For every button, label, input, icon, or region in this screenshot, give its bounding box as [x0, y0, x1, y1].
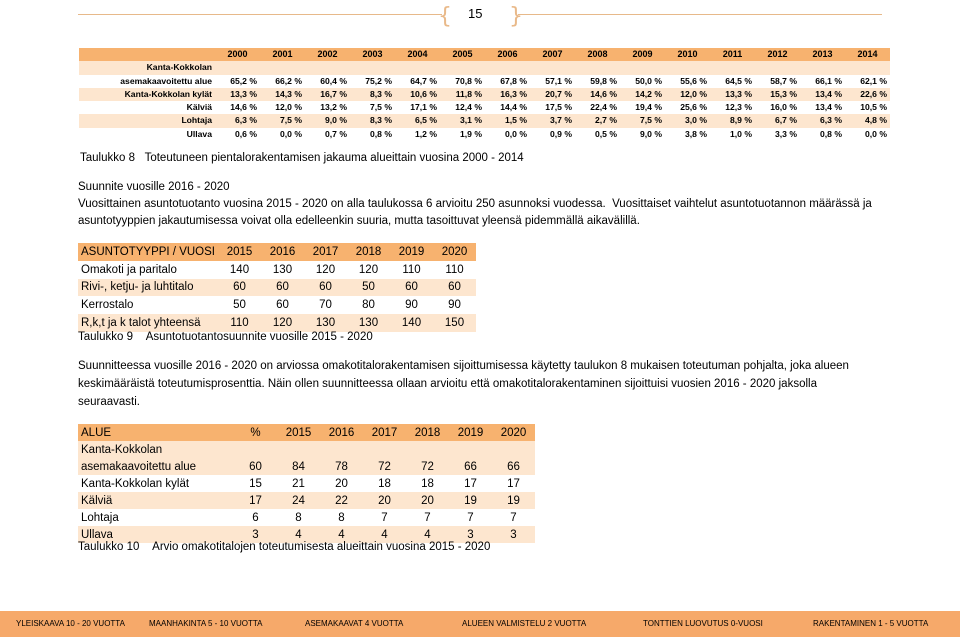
table-cell: 7,5 % [370, 102, 392, 113]
table-cell [665, 61, 710, 74]
table-row [78, 261, 476, 279]
table-8-header [79, 48, 890, 61]
table-cell: 1,5 % [485, 114, 530, 127]
table-cell: 55,6 % [680, 75, 707, 86]
table-8-col-header: 2000 [215, 48, 260, 61]
table-8-col-header: 2002 [305, 48, 350, 61]
table-cell: 17 [507, 477, 520, 490]
table-cell: 16,0 % [770, 102, 797, 113]
table-cell: 75,2 % [365, 75, 392, 86]
table-cell: 11,8 % [440, 88, 485, 101]
table-cell: 7 [424, 511, 431, 524]
table-cell: 7 [510, 511, 517, 524]
table-cell: 130 [304, 314, 347, 332]
row-label: R,k,t ja k talot yhteensä [78, 314, 218, 332]
table-cell: 3,7 % [530, 114, 575, 127]
table-cell: 64,7 % [410, 75, 437, 86]
table-cell: 59,8 % [590, 75, 617, 86]
table-cell: 3 [492, 526, 535, 543]
table-cell: 78 [320, 458, 363, 475]
table-cell [575, 61, 620, 74]
table-cell: 0,8 % [820, 128, 842, 139]
table-cell: 17 [464, 477, 477, 490]
table-cell: 14,3 % [260, 88, 305, 101]
table-row [79, 88, 890, 101]
table-cell: 22,4 % [590, 102, 617, 113]
table-cell: 7 [467, 511, 474, 524]
paragraph-2-line-3: seuraavasti. [78, 396, 141, 408]
table-cell: 8 [338, 511, 345, 524]
table-cell: 110 [445, 263, 464, 276]
table-9-col-header: ASUNTOTYYPPI / VUOSI [78, 243, 218, 261]
table-row [78, 475, 535, 492]
table-10-col-header: 2020 [492, 424, 535, 441]
table-row [79, 114, 890, 127]
table-row [78, 279, 476, 297]
table-cell: 120 [358, 263, 379, 276]
table-cell: 6 [252, 511, 259, 524]
row-label: Rivi-, ketju- ja luhtitalo [78, 279, 218, 297]
table-cell: 66 [492, 458, 535, 475]
row-label: Kanta-Kokkolan [79, 61, 215, 74]
footer-item-rakentaminen: RAKENTAMINEN 1 - 5 VUOTTA [813, 619, 929, 628]
table-row [78, 492, 535, 509]
table-cell: 70,8 % [455, 75, 482, 86]
section-line-2: asuntotyyppien jakautumisessa voivat olla edelleenkin suuria, mutta tasoittuvat yleensä pidemmällä aikavälillä. [78, 215, 640, 227]
table-cell: 16,3 % [485, 88, 530, 101]
table-cell: 9,0 % [305, 114, 350, 127]
table-cell: 60 [234, 458, 277, 475]
table-9-caption-label: Taulukko 9 [78, 331, 133, 343]
table-cell: 110 [218, 314, 261, 332]
table-8-col-header: 2001 [260, 48, 305, 61]
table-cell: 60 [390, 279, 433, 297]
table-10-col-header: 2018 [406, 424, 449, 441]
table-cell [755, 61, 800, 74]
table-cell: 66 [449, 458, 492, 475]
table-cell: 4,8 % [845, 114, 890, 127]
table-cell: 130 [347, 314, 390, 332]
table-cell: 60 [304, 279, 347, 297]
table-cell: 16,7 % [305, 88, 350, 101]
table-cell: 3,0 % [665, 114, 710, 127]
table-cell: 1,2 % [415, 128, 437, 139]
section-line-1b: Vuosittaiset vaihtelut asuntotuotannon määrässä ja [612, 198, 872, 210]
table-cell [406, 441, 449, 458]
table-cell: 50 [347, 279, 390, 297]
footer-item-luovutus: TONTTIEN LUOVUTUS 0-VUOSI [643, 619, 763, 628]
table-cell: 19,4 % [635, 102, 662, 113]
table-10 [78, 424, 535, 543]
table-cell: 24 [277, 492, 320, 509]
table-cell: 6,3 % [215, 114, 260, 127]
table-cell: 6,5 % [395, 114, 440, 127]
table-10-caption [78, 541, 490, 553]
table-cell: 130 [272, 263, 293, 276]
table-8-col-header: 2011 [710, 48, 755, 61]
row-label: Kanta-Kokkolan kylät [81, 477, 190, 490]
section-line-1a: Vuosittainen asuntotuotanto vuosina 2015 - 2020 on alla taulukossa 6 arvioitu 250 asunnoksi vuodessa. [78, 198, 606, 210]
table-10-col-header: 2015 [277, 424, 320, 441]
table-8-col-header: 2005 [440, 48, 485, 61]
row-label: Kälviä [78, 492, 234, 509]
table-cell: 50,0 % [635, 75, 662, 86]
table-8-col-header: 2012 [755, 48, 800, 61]
table-cell [363, 441, 406, 458]
table-cell: 17,5 % [545, 102, 572, 113]
table-8-caption-label: Taulukko 8 [80, 152, 135, 164]
table-cell [845, 61, 890, 74]
table-cell [260, 61, 305, 74]
table-cell: 14,6 % [575, 88, 620, 101]
table-cell: 62,1 % [860, 75, 887, 86]
table-cell: 12,4 % [455, 102, 482, 113]
table-cell: 60 [433, 279, 476, 297]
page-number: 15 [468, 6, 483, 21]
table-cell: 4 [320, 526, 363, 543]
row-label: Lohtaja [79, 114, 215, 127]
paragraph-2-line-1: Suunnitteessa vuosille 2016 - 2020 on arviossa omakotitalorakentamisen sijoittumisessa käytetty taulukon 8 mukaisen toteutuman pohjalta, joka alueen [78, 360, 849, 372]
table-row [79, 61, 890, 74]
table-cell: 60 [261, 279, 304, 297]
table-8-col-header: 2010 [665, 48, 710, 61]
table-10-col-header: 2019 [449, 424, 492, 441]
table-10-col-header: 2017 [363, 424, 406, 441]
table-cell: 19 [492, 492, 535, 509]
table-cell: 17 [234, 492, 277, 509]
table-cell [215, 61, 260, 74]
left-brace-icon: { [438, 4, 452, 29]
table-cell: 4 [406, 526, 449, 543]
table-cell: 13,3 % [215, 88, 260, 101]
table-cell [710, 61, 755, 74]
table-cell: 110 [402, 263, 421, 276]
table-8-caption-text: Toteutuneen pientalorakentamisen jakauma alueittain vuosina 2000 - 2014 [144, 152, 524, 164]
table-cell: 65,2 % [230, 75, 257, 86]
table-cell: 20 [406, 492, 449, 509]
table-cell [620, 61, 665, 74]
table-cell: 84 [277, 458, 320, 475]
table-cell: 17,1 % [410, 102, 437, 113]
table-cell: 2,7 % [575, 114, 620, 127]
table-row [78, 509, 535, 526]
row-label: Kerrostalo [81, 299, 134, 312]
table-cell: 0,0 % [280, 128, 302, 139]
table-cell: 72 [363, 458, 406, 475]
table-cell: 67,8 % [500, 75, 527, 86]
table-cell: 14,4 % [500, 102, 527, 113]
table-cell: 8,3 % [350, 88, 395, 101]
right-brace-icon: } [509, 4, 523, 29]
table-cell: 9,0 % [640, 128, 662, 139]
table-cell: 19 [449, 492, 492, 509]
table-cell: 12,0 % [665, 88, 710, 101]
table-cell [800, 61, 845, 74]
table-cell: 4 [277, 526, 320, 543]
table-cell: 1,9 % [460, 128, 482, 139]
table-cell [350, 61, 395, 74]
row-label: asemakaavoitettu alue [78, 458, 234, 475]
table-cell: 140 [390, 314, 433, 332]
table-cell [320, 441, 363, 458]
table-cell: 120 [315, 263, 336, 276]
table-9-caption [78, 331, 373, 343]
header-rule-left [78, 14, 442, 15]
table-cell: 6,7 % [755, 114, 800, 127]
table-cell: 66,1 % [815, 75, 842, 86]
table-cell: 0,5 % [595, 128, 617, 139]
table-cell: 3,8 % [685, 128, 707, 139]
table-9-col-header: 2016 [261, 243, 304, 261]
footer-item-asemakaavat: ASEMAKAAVAT 4 VUOTTA [305, 619, 404, 628]
table-9-col-header: 2019 [390, 243, 433, 261]
table-8-col-header: 2013 [800, 48, 845, 61]
table-cell: 66,2 % [275, 75, 302, 86]
table-cell: 150 [433, 314, 476, 332]
table-8-corner [79, 48, 215, 61]
table-cell: 7 [381, 511, 388, 524]
table-cell: 0,7 % [325, 128, 347, 139]
table-cell: 10,5 % [860, 102, 887, 113]
table-cell: 60 [218, 279, 261, 297]
table-10-header [78, 424, 535, 441]
table-cell: 57,1 % [545, 75, 572, 86]
table-cell: 7,5 % [620, 114, 665, 127]
row-label: asemakaavoitettu alue [120, 75, 212, 86]
table-9-caption-text: Asuntotuotantosuunnite vuosille 2015 - 2020 [145, 331, 373, 343]
paragraph-2-line-2: keskimääräistä toteutumisprosenttia. Näin ollen suunnitteessa ollaan arvioitu että omakotitalorakentaminen sijoittuisi vuosien 2016 - 2020 jaksolla [78, 378, 817, 390]
table-row [78, 296, 476, 314]
table-9-col-header: 2017 [304, 243, 347, 261]
table-row [79, 75, 890, 88]
table-cell: 20 [363, 492, 406, 509]
table-row [78, 441, 535, 458]
table-8-col-header: 2003 [350, 48, 395, 61]
table-cell [277, 441, 320, 458]
table-8-col-header: 2006 [485, 48, 530, 61]
table-cell: 20 [335, 477, 348, 490]
table-9 [78, 243, 476, 332]
table-10-col-header: ALUE [78, 424, 234, 441]
table-cell: 90 [448, 299, 461, 312]
table-cell: 8,9 % [710, 114, 755, 127]
table-cell: 0,6 % [235, 128, 257, 139]
table-cell: 3,1 % [440, 114, 485, 127]
table-cell: 22 [320, 492, 363, 509]
table-cell: 3 [449, 526, 492, 543]
table-9-col-header: 2015 [218, 243, 261, 261]
table-cell: 60,4 % [320, 75, 347, 86]
table-cell: 0,0 % [865, 128, 887, 139]
table-cell: 3,3 % [775, 128, 797, 139]
table-row [78, 314, 476, 332]
table-cell: 0,8 % [370, 128, 392, 139]
table-row [78, 458, 535, 475]
table-cell: 140 [229, 263, 250, 276]
footer-item-yleiskaava: YLEISKAAVA 10 - 20 VUOTTA [16, 619, 125, 628]
table-cell: 58,7 % [770, 75, 797, 86]
table-cell: 120 [261, 314, 304, 332]
table-cell: 13,3 % [710, 88, 755, 101]
table-cell [530, 61, 575, 74]
table-cell: 12,0 % [275, 102, 302, 113]
table-cell [234, 441, 277, 458]
section-heading: Suunnite vuosille 2016 - 2020 [78, 181, 230, 193]
row-label: Kanta-Kokkolan [78, 441, 234, 458]
table-9-col-header: 2020 [433, 243, 476, 261]
table-cell: 0,0 % [505, 128, 527, 139]
table-cell: 13,2 % [320, 102, 347, 113]
section-line-1 [78, 195, 872, 213]
table-cell: 3 [234, 526, 277, 543]
table-8-col-header: 2008 [575, 48, 620, 61]
table-8-col-header: 2014 [845, 48, 890, 61]
table-cell: 14,2 % [620, 88, 665, 101]
table-cell [449, 441, 492, 458]
table-cell: 10,6 % [395, 88, 440, 101]
table-cell: 90 [405, 299, 418, 312]
row-label: Kälviä [186, 102, 212, 113]
row-label: Omakoti ja paritalo [81, 263, 177, 276]
table-10-col-header: % [234, 424, 277, 441]
table-cell: 8 [295, 511, 302, 524]
table-cell: 0,9 % [550, 128, 572, 139]
table-cell: 12,3 % [725, 102, 752, 113]
footer-item-maanhakinta: MAANHAKINTA 5 - 10 VUOTTA [149, 619, 263, 628]
table-cell [492, 441, 535, 458]
table-cell: 13,4 % [815, 102, 842, 113]
table-10-col-header: 2016 [320, 424, 363, 441]
table-10-caption-text: Arvio omakotitalojen toteutumisesta alueittain vuosina 2015 - 2020 [152, 541, 491, 553]
table-8-col-header: 2004 [395, 48, 440, 61]
row-label: Kanta-Kokkolan kylät [79, 88, 215, 101]
table-cell: 80 [362, 299, 375, 312]
table-9-col-header: 2018 [347, 243, 390, 261]
table-cell: 60 [276, 299, 289, 312]
table-cell: 70 [319, 299, 332, 312]
table-cell: 4 [363, 526, 406, 543]
table-cell [440, 61, 485, 74]
table-row [79, 101, 890, 114]
table-cell: 1,0 % [730, 128, 752, 139]
table-cell [485, 61, 530, 74]
table-cell: 64,5 % [725, 75, 752, 86]
table-cell: 50 [233, 299, 246, 312]
table-cell: 13,4 % [800, 88, 845, 101]
table-cell: 15,3 % [755, 88, 800, 101]
table-cell: 21 [292, 477, 305, 490]
table-cell: 18 [378, 477, 391, 490]
table-cell: 6,3 % [800, 114, 845, 127]
table-cell: 25,6 % [680, 102, 707, 113]
table-cell: 20,7 % [530, 88, 575, 101]
row-label: Ullava [78, 526, 234, 543]
row-label: Ullava [186, 128, 212, 139]
table-cell: 8,3 % [350, 114, 395, 127]
header-rule-right [518, 14, 882, 15]
table-cell: 22,6 % [845, 88, 890, 101]
table-cell [395, 61, 440, 74]
row-label: Lohtaja [81, 511, 119, 524]
table-10-caption-label: Taulukko 10 [78, 541, 140, 553]
footer-item-valmistelu: ALUEEN VALMISTELU 2 VUOTTA [462, 619, 587, 628]
table-8-caption [80, 152, 524, 164]
table-9-header [78, 243, 476, 261]
table-8 [79, 48, 890, 141]
table-cell: 72 [406, 458, 449, 475]
table-cell: 14,6 % [230, 102, 257, 113]
table-8-col-header: 2009 [620, 48, 665, 61]
table-cell: 7,5 % [260, 114, 305, 127]
table-cell: 18 [421, 477, 434, 490]
table-cell [305, 61, 350, 74]
table-8-col-header: 2007 [530, 48, 575, 61]
table-cell: 15 [249, 477, 262, 490]
table-row [79, 128, 890, 141]
